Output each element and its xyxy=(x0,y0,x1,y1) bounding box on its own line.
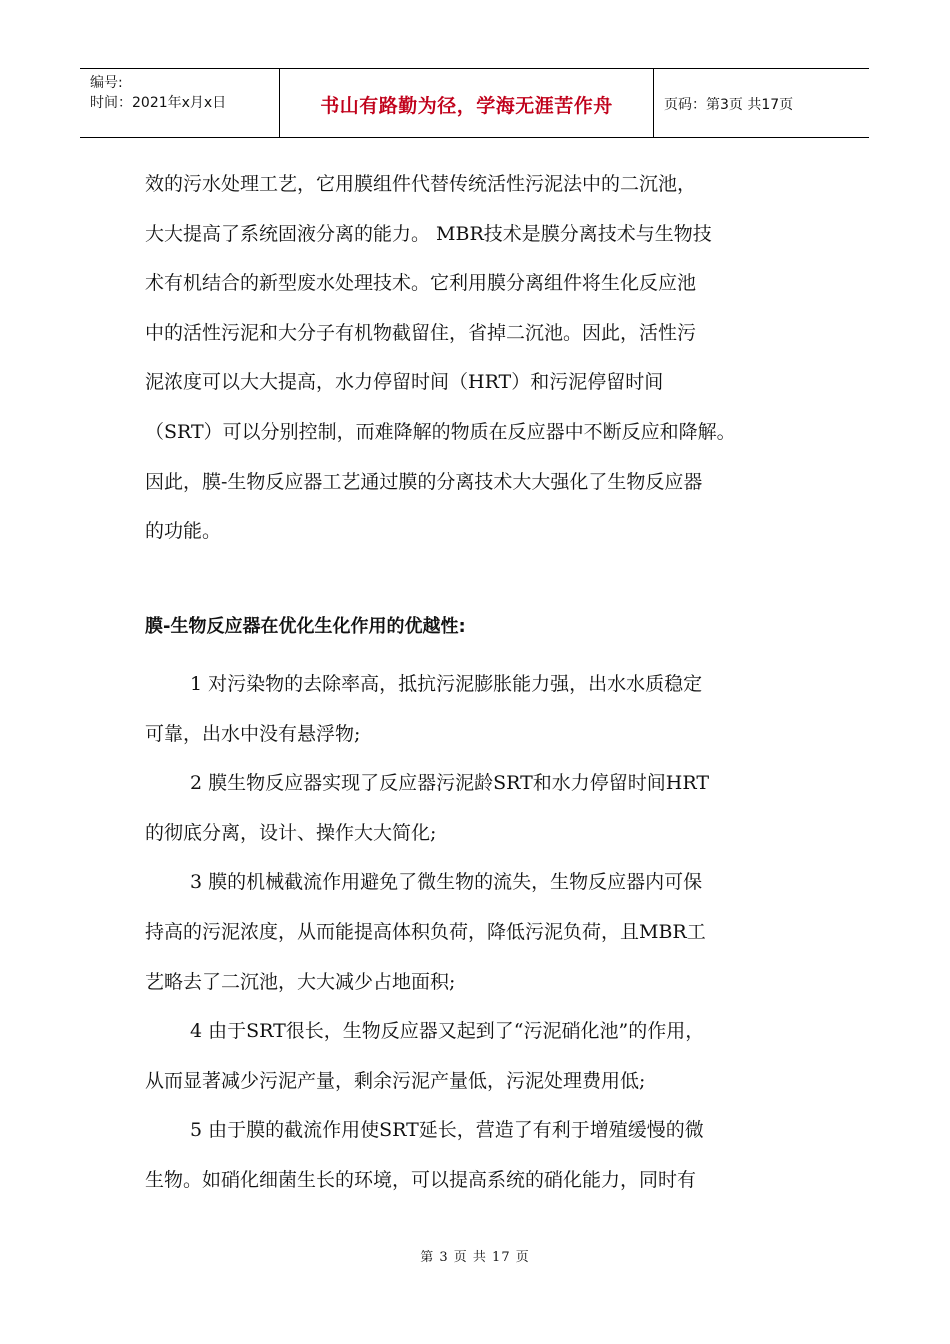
section-heading: 膜-生物反应器在优化生化作用的优越性: xyxy=(145,616,466,637)
list-item xyxy=(145,858,815,1007)
text-line: 术有机结合的新型废水处理技术。它利用膜分离组件将生化反应池 xyxy=(145,272,697,295)
list-item-line: 生物。如硝化细菌生长的环境，可以提高系统的硝化能力，同时有 xyxy=(145,1168,697,1191)
list-item-line: 可靠，出水中没有悬浮物; xyxy=(145,722,361,745)
list-item-line: 的彻底分离，设计、操作大大简化; xyxy=(145,821,437,844)
header-meta-cell xyxy=(80,69,280,137)
text-line: 效的污水处理工艺，它用膜组件代替传统活性污泥法中的二沉池， xyxy=(145,173,697,195)
header-page-info: 页码：第3页 共17页 xyxy=(664,97,794,113)
text-line: 因此，膜-生物反应器工艺通过膜的分离技术大大强化了生物反应器 xyxy=(145,470,703,493)
text-line: 泥浓度可以大大提高，水力停留时间（HRT）和污泥停留时间 xyxy=(145,371,664,394)
list-item-line: 2 膜生物反应器实现了反应器污泥龄SRT和水力停留时间HRT xyxy=(190,772,710,795)
text-line: 中的活性污泥和大分子有机物截留住，省掉二沉池。因此，活性污 xyxy=(145,321,697,344)
text-line: （SRT）可以分别控制，而难降解的物质在反应器中不断反应和降解。 xyxy=(145,420,736,443)
list-item-line: 1 对污染物的去除率高，抵抗污泥膨胀能力强，出水水质稳定 xyxy=(190,673,703,695)
list-item xyxy=(145,1106,815,1205)
advantages-list xyxy=(145,660,815,1206)
document-number-label: 编号: xyxy=(90,75,123,91)
list-item xyxy=(145,660,815,759)
document-date-label: 时间：2021年x月x日 xyxy=(90,95,227,111)
list-item xyxy=(145,1007,815,1106)
list-item-line: 3 膜的机械截流作用避免了微生物的流失，生物反应器内可保 xyxy=(190,871,703,894)
list-item-line: 持高的污泥浓度，从而能提高体积负荷，降低污泥负荷，且MBR工 xyxy=(145,920,706,943)
text-line: 大大提高了系统固液分离的能力。 MBR技术是膜分离技术与生物技 xyxy=(145,222,712,245)
page-footer: 第 3 页 共 17 页 xyxy=(420,1250,530,1265)
document-header xyxy=(80,68,869,138)
list-item-line: 艺略去了二沉池，大大减少占地面积; xyxy=(145,970,456,993)
intro-paragraph xyxy=(145,160,815,557)
list-item-line: 从而显著减少污泥产量，剩余污泥产量低，污泥处理费用低; xyxy=(145,1069,646,1092)
list-item xyxy=(145,759,815,858)
list-item-line: 5 由于膜的截流作用使SRT延长，营造了有利于增殖缓慢的微 xyxy=(190,1119,704,1142)
text-line: 的功能。 xyxy=(145,520,222,543)
list-item-line: 4 由于SRT很长，生物反应器又起到了“污泥硝化池”的作用， xyxy=(190,1020,705,1043)
header-motto: 书山有路勤为径，学海无涯苦作舟 xyxy=(280,69,654,137)
